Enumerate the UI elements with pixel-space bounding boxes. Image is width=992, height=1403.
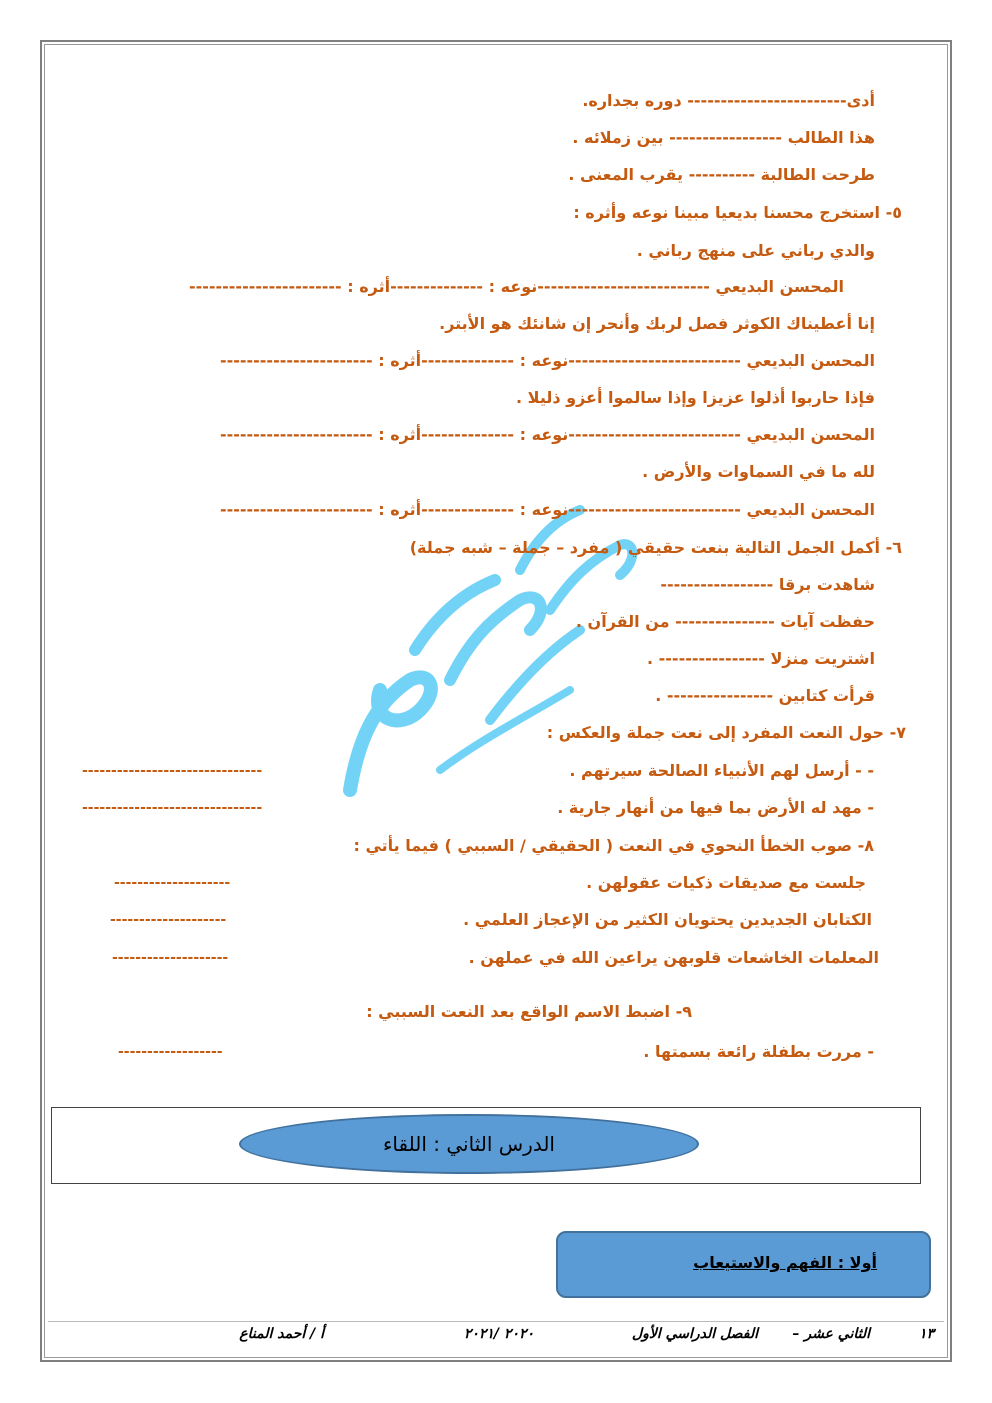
q6-item-3: اشتريت منزلا ---------------- . bbox=[647, 649, 875, 668]
q5-sentence-3: فإذا حاربوا أذلوا عزيزا وإذا سالموا أعزو ذليلا . bbox=[516, 388, 875, 407]
q5-sentence-1: والدي رباني على منهج رباني . bbox=[636, 241, 875, 260]
question-6-heading: ٦- أكمل الجمل التالية بنعت حقيقي ( مفرد – جملة – شبه جملة) bbox=[409, 538, 902, 557]
q7-answer-2: ------------------------------- bbox=[82, 800, 263, 816]
q5-sentence-2: إنا أعطيناك الكوثر فصل لربك وأنحر إن شانئك هو الأبتر. bbox=[439, 314, 875, 333]
q5-answer-line-4: المحسن البديعي --------------------------نوعه : --------------أثره : ----------------------- bbox=[219, 500, 875, 519]
question-9-heading: ٩- اضبط الاسم الواقع بعد النعت السببي : bbox=[366, 1002, 692, 1021]
question-8-heading: ٨- صوب الخطأ النحوي في النعت ( الحقيقي / السببي ) فيما يأتي : bbox=[353, 836, 874, 855]
footer-divider bbox=[48, 1321, 944, 1322]
lesson-title: الدرس الثاني : اللقاء bbox=[383, 1132, 555, 1156]
q6-item-1: شاهدت برقا ----------------- bbox=[660, 575, 875, 594]
footer-teacher: أ / أحمد المناع bbox=[239, 1326, 324, 1342]
question-5-heading: ٥- استخرج محسنا بديعيا مبينا نوعه وأثره : bbox=[573, 203, 902, 222]
q6-item-4: قرأت كتابين ---------------- . bbox=[655, 686, 875, 705]
q7-item-2: - مهد له الأرض بما فيها من أنهار جارية . bbox=[557, 798, 874, 817]
q9-item-1: - مررت بطفلة رائعة بسمتها . bbox=[643, 1042, 874, 1061]
q8-item-3: المعلمات الخاشعات قلوبهن يراعين الله في عملهن . bbox=[468, 948, 879, 967]
lesson-title-oval bbox=[239, 1114, 699, 1174]
line-3: طرحت الطالبة ---------- يقرب المعنى . bbox=[568, 165, 875, 184]
q8-answer-2: -------------------- bbox=[110, 912, 227, 928]
q8-item-1: جلست مع صديقات ذكيات عقولهن . bbox=[586, 873, 866, 892]
q5-answer-line-2: المحسن البديعي --------------------------نوعه : --------------أثره : ----------------------- bbox=[219, 351, 875, 370]
q8-answer-3: -------------------- bbox=[112, 950, 229, 966]
line-1: أدى------------------------ دوره بجداره. bbox=[582, 91, 875, 110]
q8-answer-1: -------------------- bbox=[114, 875, 231, 891]
line-2: هذا الطالب ----------------- بين زملائه . bbox=[572, 128, 875, 147]
footer-grade: الثاني عشر – bbox=[792, 1326, 870, 1342]
footer-semester: الفصل الدراسي الأول bbox=[631, 1326, 758, 1342]
q6-item-2: حفظت آيات --------------- من القرآن . bbox=[575, 612, 875, 631]
q5-answer-line-1: المحسن البديعي --------------------------نوعه : --------------أثره : ----------------------- bbox=[188, 277, 844, 296]
q8-item-2: الكتابان الجديدين يحتويان الكثير من الإعجاز العلمي . bbox=[463, 910, 872, 929]
section-heading: أولا : الفهم والاستيعاب bbox=[693, 1253, 877, 1272]
q5-sentence-4: لله ما في السماوات والأرض . bbox=[642, 462, 875, 481]
q9-answer-1: ------------------ bbox=[118, 1044, 223, 1060]
q7-item-1: - - أرسل لهم الأنبياء الصالحة سيرتهم . bbox=[569, 761, 874, 780]
question-7-heading: ٧- حول النعت المفرد إلى نعت جملة والعكس : bbox=[546, 723, 906, 742]
section-heading-box bbox=[556, 1231, 931, 1298]
q5-answer-line-3: المحسن البديعي --------------------------نوعه : --------------أثره : ----------------------- bbox=[219, 425, 875, 444]
q7-answer-1: ------------------------------- bbox=[82, 763, 263, 779]
footer-page-number: ١٣ bbox=[918, 1326, 934, 1342]
footer-year: ٢٠٢٠ /٢٠٢١ bbox=[463, 1326, 534, 1342]
